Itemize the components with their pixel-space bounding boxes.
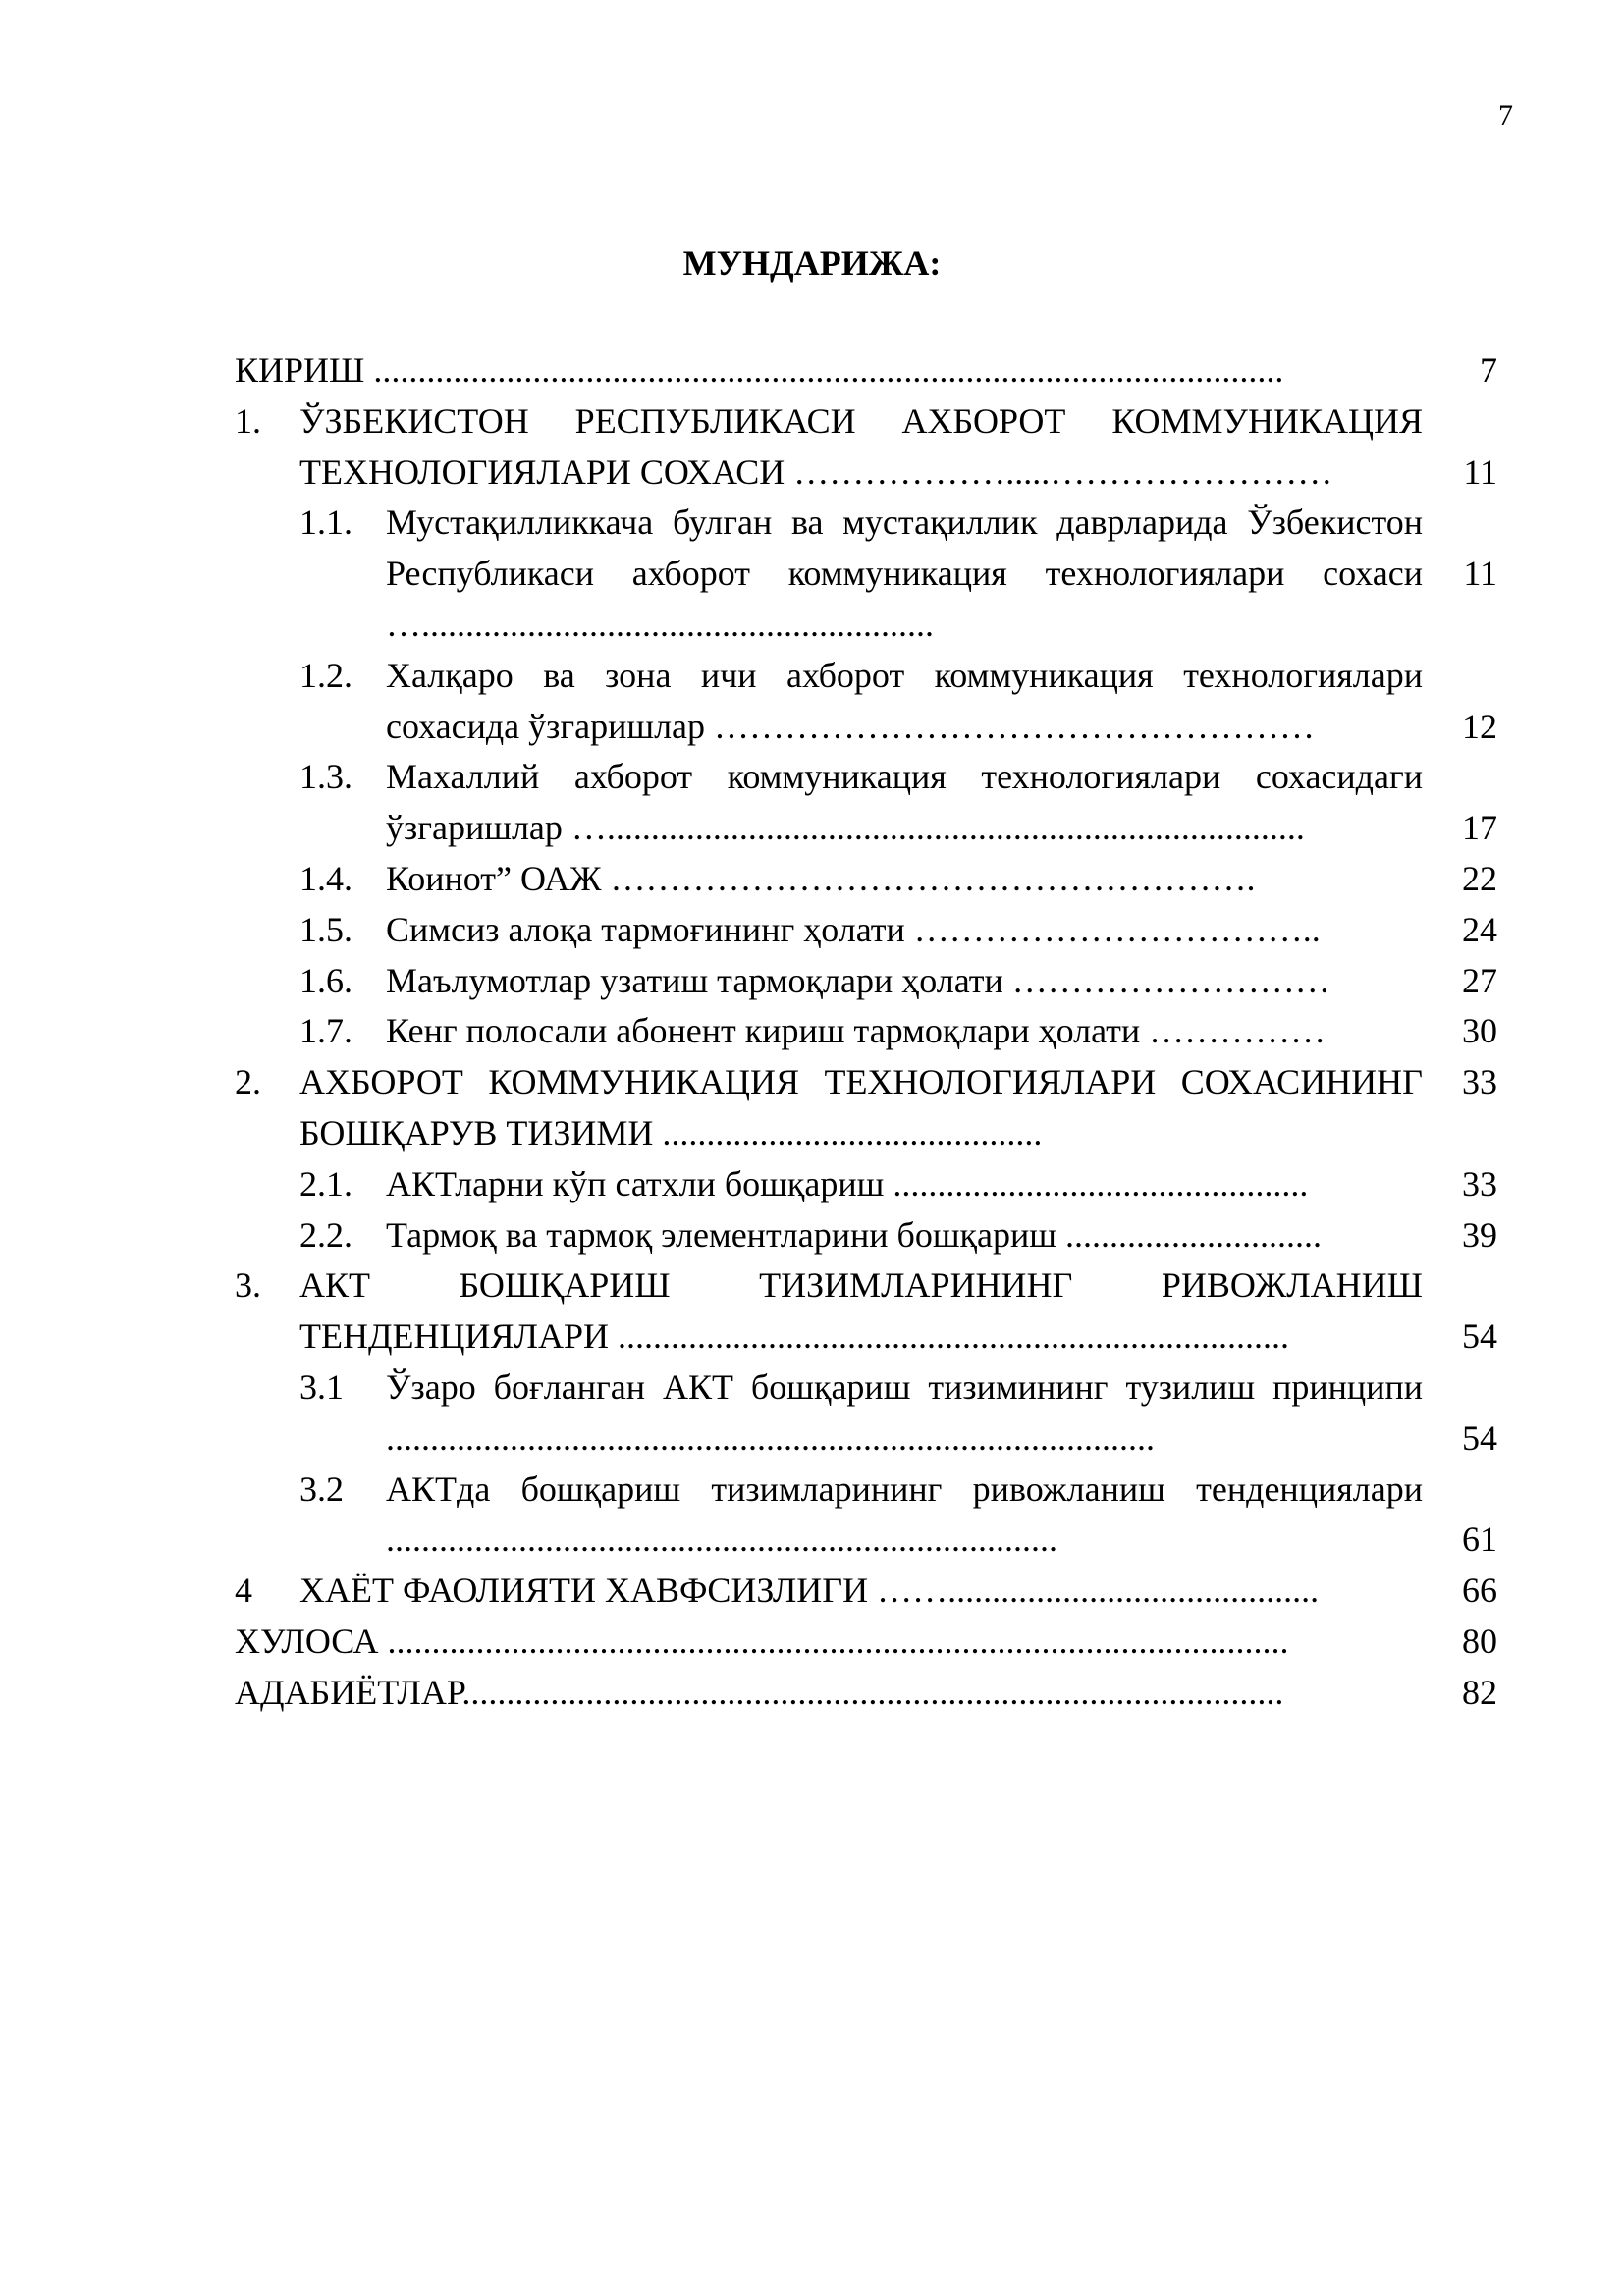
toc-entry-title: Маълумотлар узатиш тармоқлари ҳолати ……………………… (386, 960, 1330, 1000)
toc-entry-title: Халқаро ва зона ичи ахборот коммуникация технологиялари сохасида ўзгаришлар …………………………………………… (386, 655, 1423, 746)
toc-entry-chapter-3[interactable] (235, 1260, 1497, 1362)
toc-entry-page: 80 (1462, 1621, 1497, 1661)
toc-entry-references[interactable] (235, 1668, 1497, 1719)
toc-entry-page: 61 (1462, 1520, 1497, 1560)
toc-entry-page: 7 (1480, 350, 1497, 390)
toc-entry-number: 2.2. (299, 1214, 352, 1255)
toc-entry-chapter-1[interactable] (235, 397, 1497, 499)
toc-entry-number: 1.5. (299, 909, 352, 949)
toc-entry-page: 12 (1462, 706, 1497, 746)
toc-entry-number: 4 (235, 1571, 252, 1611)
toc-entry-page: 27 (1462, 960, 1497, 1000)
toc-entry-title: ХАЁТ ФАОЛИЯТИ ХАВФСИЗЛИГИ …….......................................... (299, 1571, 1320, 1611)
toc-entry-title: КИРИШ ....................................................................................................... (235, 350, 1284, 390)
toc-entry-section-1-4[interactable] (299, 854, 1497, 905)
toc-entry-section-3-1[interactable] (299, 1362, 1497, 1465)
toc-entry-title: Симсиз алоқа тармоғининг ҳолати …………………………….. (386, 909, 1321, 949)
toc-entry-section-1-3[interactable] (299, 752, 1497, 854)
toc-entry-title: Ўзаро боғланган АКТ бошқариш тизимининг тузилиш принципи ....................................................................................... (386, 1366, 1423, 1458)
toc-entry-number: 2. (235, 1062, 261, 1102)
toc-entry-conclusion[interactable] (235, 1617, 1497, 1668)
toc-entry-page: 82 (1462, 1672, 1497, 1712)
toc-entry-chapter-2[interactable] (235, 1057, 1497, 1159)
toc-entry-number: 3. (235, 1265, 261, 1306)
toc-entry-section-3-2[interactable] (299, 1465, 1497, 1567)
toc-entry-section-1-6[interactable] (299, 956, 1497, 1007)
toc-entry-title: АКТда бошқариш тизимларининг ривожланиш тенденциялари ............................................................................ (386, 1468, 1423, 1560)
toc-entry-number: 2.1. (299, 1163, 352, 1203)
page-number: 7 (1498, 99, 1513, 132)
toc-entry-title: ХУЛОСА ...................................................................................................... (235, 1621, 1289, 1661)
toc-entry-number: 1.2. (299, 655, 352, 695)
toc-entry-page: 33 (1462, 1062, 1497, 1102)
toc-entry-page: 39 (1462, 1214, 1497, 1255)
toc-entry-number: 1. (235, 400, 261, 441)
toc-entry-number: 1.7. (299, 1011, 352, 1051)
toc-entry-number: 1.6. (299, 960, 352, 1000)
toc-entry-title: АКТларни кўп сатхли бошқариш ............................................... (386, 1163, 1309, 1203)
toc-entry-title: ЎЗБЕКИСТОН РЕСПУБЛИКАСИ АХБОРОТ КОММУНИКАЦИЯ ТЕХНОЛОГИЯЛАРИ СОХАСИ ……………….....…………………… (299, 400, 1423, 492)
toc-entry-title: Мустақилликкача булган ва мустақиллик даврларида Ўзбекистон Республикаси ахборот коммуникация технологиялари сохаси ….......................................................... (386, 503, 1423, 644)
toc-entry-title: АКТ БОШҚАРИШ ТИЗИМЛАРИНИНГ РИВОЖЛАНИШ ТЕНДЕНЦИЯЛАРИ ............................................................................ (299, 1265, 1423, 1357)
toc-entry-title: Коинот” ОАЖ ………………………………………………. (386, 858, 1256, 898)
toc-entry-section-2-2[interactable] (299, 1210, 1497, 1261)
toc-entry-section-1-1[interactable] (299, 498, 1497, 650)
toc-entry-page: 17 (1462, 808, 1497, 848)
toc-entry-section-1-2[interactable] (299, 651, 1497, 753)
toc-entry-title: АДАБИЁТЛАР............................................................................................. (235, 1672, 1284, 1712)
toc-entry-chapter-4[interactable] (235, 1566, 1497, 1617)
toc-entry-section-1-7[interactable] (299, 1006, 1497, 1057)
toc-entry-page: 54 (1462, 1417, 1497, 1458)
toc-title: МУНДАРИЖА: (682, 243, 942, 283)
toc-entry-page: 24 (1462, 909, 1497, 949)
table-of-contents (0, 346, 1624, 1719)
toc-entry-section-2-1[interactable] (299, 1159, 1497, 1210)
toc-entry-number: 1.1. (299, 503, 352, 543)
toc-entry-page: 11 (1463, 554, 1497, 594)
toc-entry-page: 33 (1462, 1163, 1497, 1203)
toc-entry-number: 3.2 (299, 1468, 344, 1509)
toc-entry-number: 3.1 (299, 1366, 344, 1407)
toc-entry-page: 66 (1462, 1571, 1497, 1611)
toc-entry-page: 22 (1462, 858, 1497, 898)
toc-entry-title: Махаллий ахборот коммуникация технологиялари сохасидаги ўзгаришлар …............................................................................... (386, 757, 1423, 848)
toc-entry-title: АХБОРОТ КОММУНИКАЦИЯ ТЕХНОЛОГИЯЛАРИ СОХАСИНИНГ БОШҚАРУВ ТИЗИМИ ........................................... (299, 1062, 1423, 1152)
toc-entry-title: Тармоқ ва тармоқ элементларини бошқариш ............................. (386, 1214, 1323, 1255)
toc-entry-number: 1.4. (299, 858, 352, 898)
toc-entry-number: 1.3. (299, 757, 352, 797)
toc-entry-page: 54 (1462, 1316, 1497, 1357)
toc-entry-page: 11 (1463, 452, 1497, 492)
toc-entry-page: 30 (1462, 1011, 1497, 1051)
toc-entry-section-1-5[interactable] (299, 905, 1497, 956)
toc-entry-title: Кенг полосали абонент кириш тармоқлари ҳолати …………… (386, 1011, 1326, 1051)
toc-entry-introduction[interactable] (235, 346, 1497, 397)
